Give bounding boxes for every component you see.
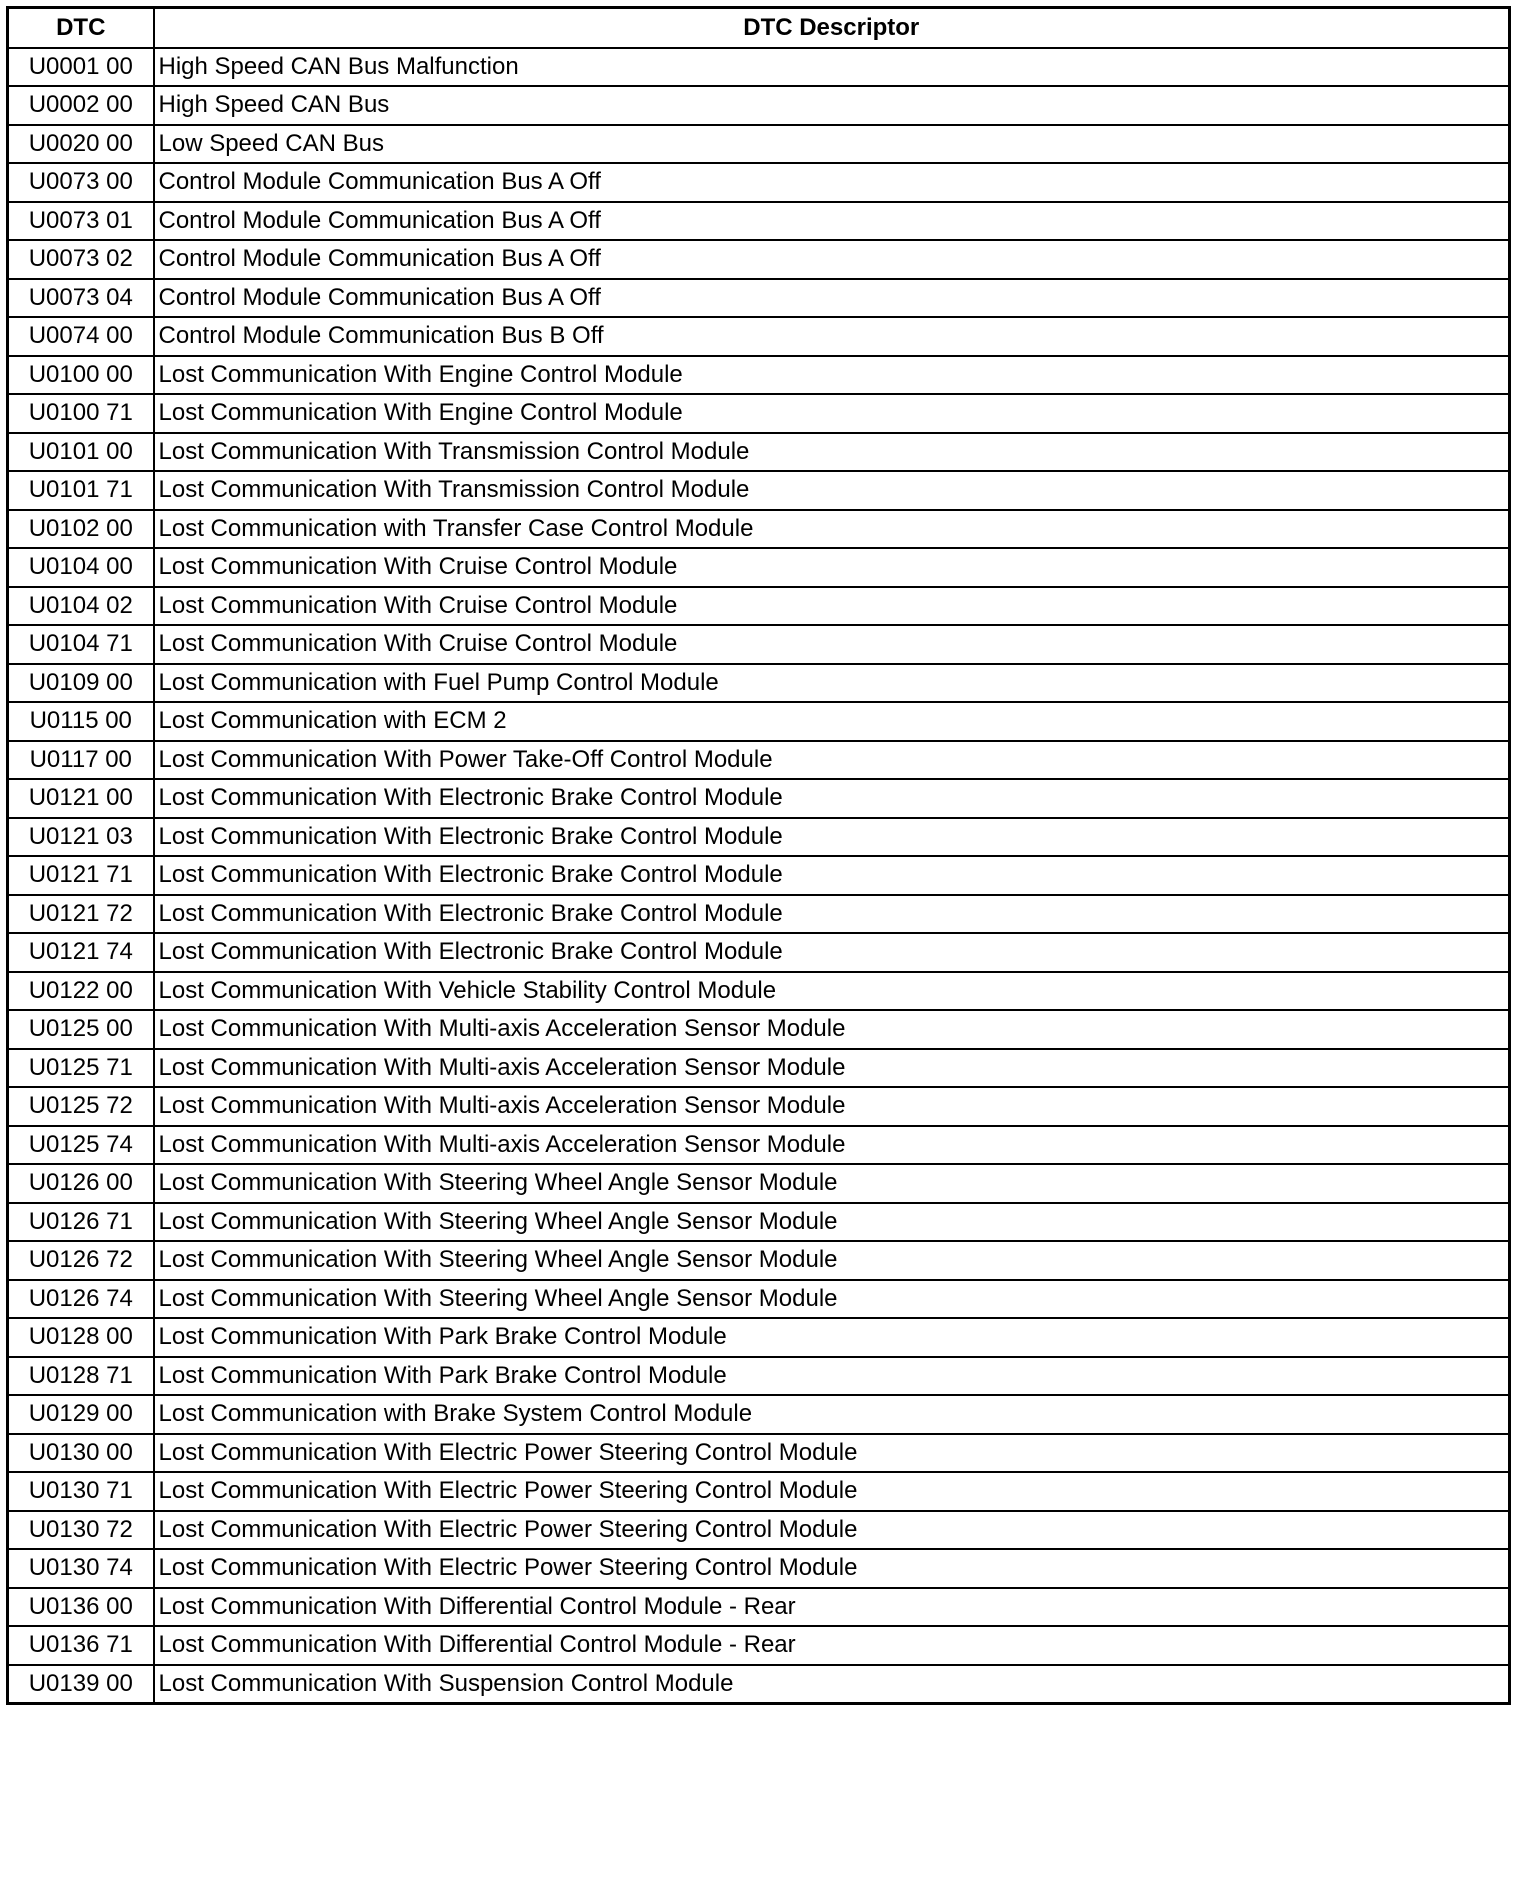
dtc-code-cell: U0125 72 xyxy=(8,1087,154,1126)
dtc-descriptor-cell: Lost Communication With Electric Power Steering Control Module xyxy=(154,1511,1510,1550)
dtc-descriptor-cell: Lost Communication With Electronic Brake Control Module xyxy=(154,895,1510,934)
dtc-code-cell: U0128 00 xyxy=(8,1318,154,1357)
dtc-code-cell: U0136 00 xyxy=(8,1588,154,1627)
dtc-code-cell: U0121 00 xyxy=(8,779,154,818)
dtc-descriptor-cell: Lost Communication With Steering Wheel Angle Sensor Module xyxy=(154,1280,1510,1319)
dtc-descriptor-cell: Control Module Communication Bus A Off xyxy=(154,202,1510,241)
dtc-code-cell: U0130 72 xyxy=(8,1511,154,1550)
dtc-code-cell: U0121 03 xyxy=(8,818,154,857)
table-row xyxy=(8,394,1510,433)
table-row xyxy=(8,1126,1510,1165)
dtc-descriptor-cell: Lost Communication With Steering Wheel Angle Sensor Module xyxy=(154,1241,1510,1280)
table-row xyxy=(8,587,1510,626)
dtc-code-cell: U0126 71 xyxy=(8,1203,154,1242)
dtc-code-cell: U0020 00 xyxy=(8,125,154,164)
table-body xyxy=(8,48,1510,1704)
table-row xyxy=(8,1049,1510,1088)
table-row xyxy=(8,1280,1510,1319)
dtc-descriptor-cell: Lost Communication With Power Take-Off Control Module xyxy=(154,741,1510,780)
table-row xyxy=(8,1472,1510,1511)
dtc-code-cell: U0073 04 xyxy=(8,279,154,318)
dtc-code-cell: U0136 71 xyxy=(8,1626,154,1665)
dtc-descriptor-cell: Lost Communication With Multi-axis Acceleration Sensor Module xyxy=(154,1049,1510,1088)
dtc-descriptor-cell: Lost Communication With Park Brake Control Module xyxy=(154,1318,1510,1357)
dtc-code-cell: U0129 00 xyxy=(8,1395,154,1434)
dtc-code-cell: U0100 71 xyxy=(8,394,154,433)
dtc-code-cell: U0130 74 xyxy=(8,1549,154,1588)
table-row xyxy=(8,471,1510,510)
table-row xyxy=(8,202,1510,241)
table-row xyxy=(8,1241,1510,1280)
dtc-descriptor-cell: Lost Communication With Multi-axis Acceleration Sensor Module xyxy=(154,1087,1510,1126)
dtc-code-cell: U0121 71 xyxy=(8,856,154,895)
table-row xyxy=(8,125,1510,164)
table-row xyxy=(8,1318,1510,1357)
dtc-code-cell: U0128 71 xyxy=(8,1357,154,1396)
dtc-descriptor-cell: Control Module Communication Bus A Off xyxy=(154,279,1510,318)
table-row xyxy=(8,1395,1510,1434)
dtc-code-cell: U0001 00 xyxy=(8,48,154,87)
dtc-code-cell: U0104 71 xyxy=(8,625,154,664)
table-row xyxy=(8,356,1510,395)
dtc-code-cell: U0130 71 xyxy=(8,1472,154,1511)
dtc-descriptor-cell: Lost Communication With Electronic Brake Control Module xyxy=(154,933,1510,972)
table-row xyxy=(8,856,1510,895)
dtc-descriptor-cell: Lost Communication With Cruise Control Module xyxy=(154,587,1510,626)
table-row xyxy=(8,1087,1510,1126)
table-row xyxy=(8,240,1510,279)
dtc-code-cell: U0104 00 xyxy=(8,548,154,587)
dtc-code-cell: U0101 00 xyxy=(8,433,154,472)
dtc-descriptor-cell: Lost Communication With Differential Control Module - Rear xyxy=(154,1626,1510,1665)
header-dtc-descriptor: DTC Descriptor xyxy=(154,8,1510,48)
dtc-code-cell: U0073 00 xyxy=(8,163,154,202)
table-row xyxy=(8,317,1510,356)
table-row xyxy=(8,1203,1510,1242)
dtc-descriptor-cell: Lost Communication With Suspension Control Module xyxy=(154,1665,1510,1704)
dtc-descriptor-cell: High Speed CAN Bus xyxy=(154,86,1510,125)
table-row xyxy=(8,1357,1510,1396)
table-row xyxy=(8,933,1510,972)
dtc-descriptor-cell: Lost Communication With Differential Control Module - Rear xyxy=(154,1588,1510,1627)
table-row xyxy=(8,702,1510,741)
dtc-descriptor-cell: Lost Communication With Cruise Control Module xyxy=(154,548,1510,587)
dtc-descriptor-cell: Lost Communication with Transfer Case Control Module xyxy=(154,510,1510,549)
dtc-code-cell: U0121 74 xyxy=(8,933,154,972)
dtc-descriptor-cell: Lost Communication With Electronic Brake Control Module xyxy=(154,856,1510,895)
dtc-code-cell: U0126 74 xyxy=(8,1280,154,1319)
dtc-code-cell: U0073 01 xyxy=(8,202,154,241)
dtc-code-cell: U0122 00 xyxy=(8,972,154,1011)
dtc-descriptor-cell: Lost Communication with Fuel Pump Control Module xyxy=(154,664,1510,703)
table-row xyxy=(8,741,1510,780)
table-row xyxy=(8,1511,1510,1550)
dtc-code-cell: U0101 71 xyxy=(8,471,154,510)
dtc-code-cell: U0126 72 xyxy=(8,1241,154,1280)
dtc-descriptor-cell: Lost Communication With Electric Power Steering Control Module xyxy=(154,1549,1510,1588)
dtc-descriptor-cell: Control Module Communication Bus A Off xyxy=(154,163,1510,202)
table-row xyxy=(8,433,1510,472)
dtc-code-cell: U0074 00 xyxy=(8,317,154,356)
dtc-descriptor-cell: High Speed CAN Bus Malfunction xyxy=(154,48,1510,87)
dtc-code-cell: U0121 72 xyxy=(8,895,154,934)
dtc-code-cell: U0115 00 xyxy=(8,702,154,741)
dtc-code-cell: U0117 00 xyxy=(8,741,154,780)
dtc-code-cell: U0126 00 xyxy=(8,1164,154,1203)
table-row xyxy=(8,510,1510,549)
dtc-descriptor-cell: Lost Communication With Steering Wheel Angle Sensor Module xyxy=(154,1164,1510,1203)
dtc-descriptor-cell: Lost Communication With Multi-axis Acceleration Sensor Module xyxy=(154,1126,1510,1165)
table-row xyxy=(8,1549,1510,1588)
table-row xyxy=(8,48,1510,87)
dtc-descriptor-cell: Lost Communication With Electric Power Steering Control Module xyxy=(154,1472,1510,1511)
dtc-code-cell: U0125 74 xyxy=(8,1126,154,1165)
dtc-code-cell: U0109 00 xyxy=(8,664,154,703)
header-dtc: DTC xyxy=(8,8,154,48)
table-header-row xyxy=(8,8,1510,48)
dtc-descriptor-cell: Lost Communication With Multi-axis Acceleration Sensor Module xyxy=(154,1010,1510,1049)
dtc-descriptor-cell: Lost Communication With Transmission Control Module xyxy=(154,471,1510,510)
table-row xyxy=(8,1588,1510,1627)
dtc-descriptor-cell: Control Module Communication Bus B Off xyxy=(154,317,1510,356)
dtc-descriptor-cell: Lost Communication With Engine Control Module xyxy=(154,356,1510,395)
dtc-descriptor-cell: Lost Communication with ECM 2 xyxy=(154,702,1510,741)
table-row xyxy=(8,1434,1510,1473)
table-row xyxy=(8,625,1510,664)
table-row xyxy=(8,779,1510,818)
dtc-descriptor-cell: Low Speed CAN Bus xyxy=(154,125,1510,164)
table-row xyxy=(8,86,1510,125)
table-row xyxy=(8,664,1510,703)
dtc-code-cell: U0139 00 xyxy=(8,1665,154,1704)
dtc-code-cell: U0104 02 xyxy=(8,587,154,626)
dtc-code-cell: U0102 00 xyxy=(8,510,154,549)
dtc-code-cell: U0130 00 xyxy=(8,1434,154,1473)
table-row xyxy=(8,1164,1510,1203)
dtc-descriptor-cell: Lost Communication With Cruise Control Module xyxy=(154,625,1510,664)
dtc-descriptor-cell: Lost Communication With Steering Wheel Angle Sensor Module xyxy=(154,1203,1510,1242)
dtc-descriptor-cell: Lost Communication With Vehicle Stability Control Module xyxy=(154,972,1510,1011)
table-row xyxy=(8,1010,1510,1049)
dtc-code-cell: U0125 71 xyxy=(8,1049,154,1088)
dtc-descriptor-cell: Lost Communication With Engine Control Module xyxy=(154,394,1510,433)
dtc-code-cell: U0073 02 xyxy=(8,240,154,279)
dtc-descriptor-cell: Lost Communication with Brake System Control Module xyxy=(154,1395,1510,1434)
table-row xyxy=(8,1665,1510,1704)
dtc-descriptor-cell: Lost Communication With Electronic Brake Control Module xyxy=(154,818,1510,857)
table-row xyxy=(8,895,1510,934)
table-row xyxy=(8,163,1510,202)
table-row xyxy=(8,279,1510,318)
dtc-table xyxy=(6,6,1511,1705)
dtc-descriptor-cell: Lost Communication With Electric Power Steering Control Module xyxy=(154,1434,1510,1473)
dtc-code-cell: U0100 00 xyxy=(8,356,154,395)
dtc-descriptor-cell: Lost Communication With Transmission Control Module xyxy=(154,433,1510,472)
dtc-descriptor-cell: Lost Communication With Electronic Brake Control Module xyxy=(154,779,1510,818)
dtc-descriptor-cell: Lost Communication With Park Brake Control Module xyxy=(154,1357,1510,1396)
dtc-descriptor-cell: Control Module Communication Bus A Off xyxy=(154,240,1510,279)
table-row xyxy=(8,548,1510,587)
dtc-code-cell: U0125 00 xyxy=(8,1010,154,1049)
dtc-code-cell: U0002 00 xyxy=(8,86,154,125)
table-row xyxy=(8,1626,1510,1665)
table-row xyxy=(8,972,1510,1011)
table-row xyxy=(8,818,1510,857)
